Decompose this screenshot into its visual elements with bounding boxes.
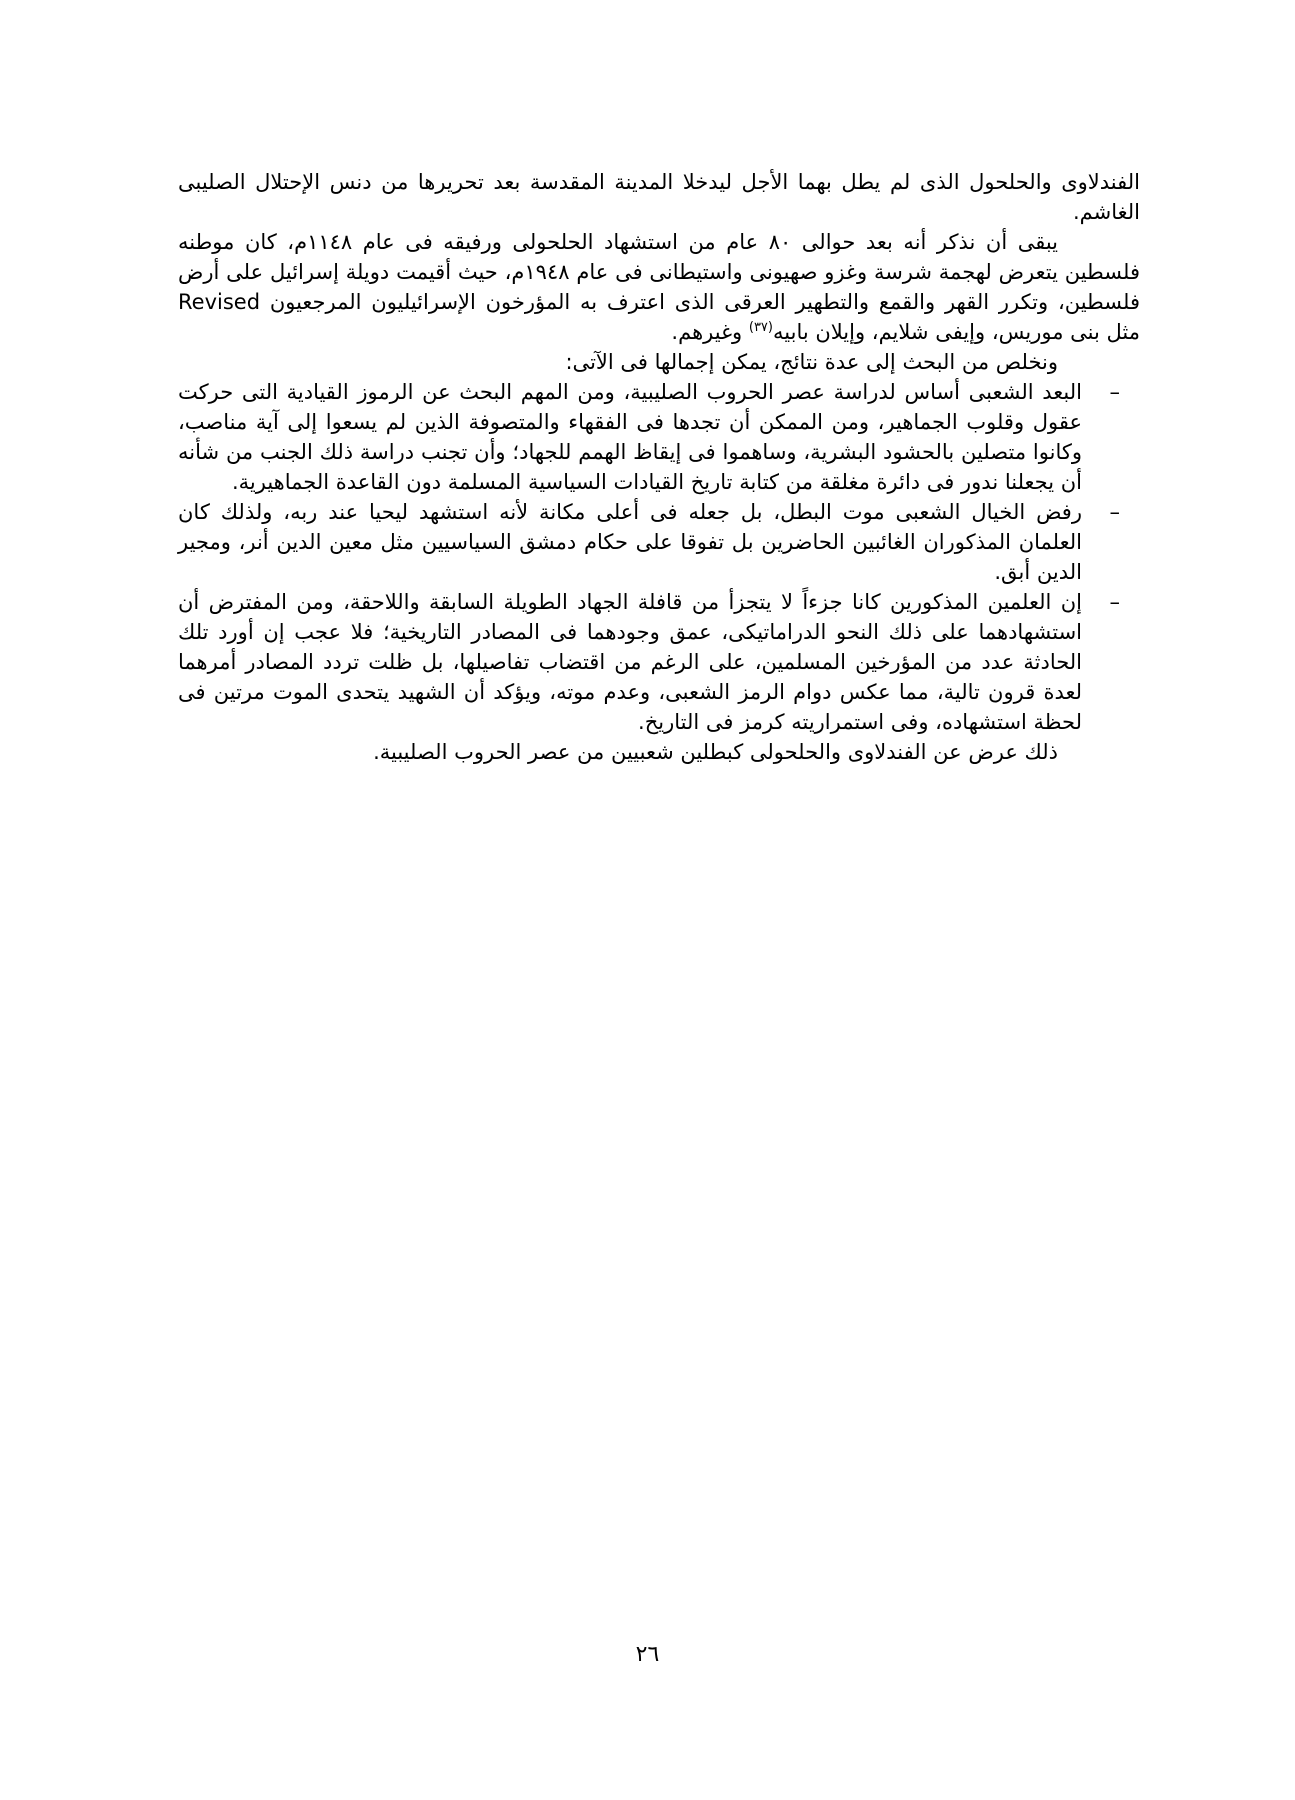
paragraph-2	[178, 227, 1140, 347]
conclusion-item-2	[178, 497, 1140, 587]
paragraph-3-text: ونخلص من البحث إلى عدة نتائج، يمكن إجمالها فى الآتى:	[565, 350, 1058, 374]
page-text-block	[178, 167, 1140, 767]
closing-paragraph-text: ذلك عرض عن الفندلاوى والحلحولى كبطلين شعبيين من عصر الحروب الصليبية.	[373, 740, 1058, 764]
closing-paragraph	[178, 737, 1140, 767]
paragraph-2-text: يبقى أن نذكر أنه بعد حوالى ٨٠ عام من استشهاد الحلحولى ورفيقه فى عام ١١٤٨م، كان موطنه فلسطين يتعرض لهجمة شرسة وغزو صهيونى واستيطانى فى عام ١٩٤٨م، حيث أقيمت دويلة إسرائيل على أرض فلسطين، وتكرر القهر والقمع والتطهير العرقى الذى اعترف به المؤرخون الإسرائيليون المرجعيون Revised مثل بنى موريس، وإيفى شلايم، وإيلان بابيه	[178, 230, 1141, 344]
conclusion-item-1-text: البعد الشعبى أساس لدراسة عصر الحروب الصليبية، ومن المهم البحث عن الرموز القيادية التى حركت عقول وقلوب الجماهير، ومن الممكن أن تجدها فى الفقهاء والمتصوفة الذين لم يسعوا إلى آية مناصب، وكانوا متصلين بالحشود البشرية، وساهموا فى إيقاظ الهمم للجهاد؛ وأن تجنب دراسة ذلك الجنب من شأنه أن يجعلنا ندور فى دائرة مغلقة من كتابة تاريخ القيادات السياسية المسلمة دون القاعدة الجماهيرية.	[178, 380, 1082, 494]
bullet-dash-icon: –	[1109, 590, 1120, 614]
paragraph-1-text: الفندلاوى والحلحول الذى لم يطل بهما الأجل ليدخلا المدينة المقدسة بعد تحريرها من دنس الإحتلال الصليبى الغاشم.	[178, 170, 1140, 224]
page-number: ٢٦	[635, 1642, 660, 1667]
conclusion-item-3	[178, 587, 1140, 737]
paragraph-1	[178, 167, 1140, 227]
bullet-dash-icon: –	[1109, 500, 1120, 524]
conclusion-item-1	[178, 377, 1140, 497]
conclusion-item-3-text: إن العلمين المذكورين كانا جزءاً لا يتجزأ من قافلة الجهاد الطويلة السابقة واللاحقة، ومن المفترض أن استشهادهما على ذلك النحو الدراماتيكى، عمق وجودهما فى المصادر التاريخية؛ فلا عجب إن أورد تلك الحادثة عدد من المؤرخين المسلمين، على الرغم من اقتضاب تفاصيلها، بل ظلت تردد المصادر أمرهما لعدة قرون تالية، مما عكس دوام الرمز الشعبى، وعدم موته، ويؤكد أن الشهيد يتحدى الموت مرتين فى لحظة استشهاده، وفى استمراريته كرمز فى التاريخ.	[178, 590, 1082, 734]
conclusions-list	[178, 377, 1140, 737]
bullet-dash-icon: –	[1109, 380, 1120, 404]
footnote-reference-37: (٣٧)	[748, 320, 773, 335]
conclusion-item-2-text: رفض الخيال الشعبى موت البطل، بل جعله فى أعلى مكانة لأنه استشهد ليحيا عند ربه، ولذلك كان العلمان المذكوران الغائبين الحاضرين بل تفوقا على حكام دمشق السياسيين مثل معين الدين أنر، ومجير الدين أبق.	[178, 500, 1082, 584]
paragraph-2-continuation: وغيرهم.	[671, 320, 749, 344]
paragraph-3-conclusions-lead	[178, 347, 1140, 377]
